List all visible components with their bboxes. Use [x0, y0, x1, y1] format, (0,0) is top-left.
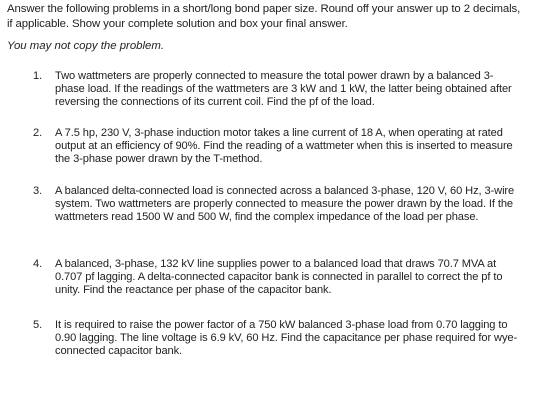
problem-text: It is required to raise the power factor of a 750 kW balanced 3-phase load from 0.70 lagging to 0.90 lagging. The line voltage is 6.9 kV, 60 Hz. Find the capacitance per phase required for wye-connected capacitor bank.	[55, 319, 518, 358]
instructions-text: Answer the following problems in a short/long bond paper size. Round off your answer up to 2 decimals, if applicable. Show your complete solution and box your final answer.	[7, 3, 521, 30]
problem-item	[33, 127, 523, 167]
problem-number: 1.	[33, 70, 43, 82]
problem-text: Two wattmeters are properly connected to measure the total power drawn by a balanced 3-phase load. If the readings of the wattmeters are 3 kW and 1 kW, the latter being obtained after reversing the connections of its current coil. Find the pf of the load.	[55, 70, 512, 109]
problem-text: A balanced delta-connected load is connected across a balanced 3-phase, 120 V, 60 Hz, 3-wire system. Two wattmeters are properly connected to measure the power drawn by the load. If the wattmeters read 1500 W and 500 W, find the complex impedance of the load per phase.	[55, 185, 515, 224]
problem-item	[33, 70, 523, 110]
problem-item	[33, 258, 523, 298]
no-copy-note: You may not copy the problem.	[7, 40, 165, 52]
problem-number: 5.	[33, 319, 43, 331]
problem-number: 2.	[33, 127, 43, 139]
problem-text: A balanced, 3-phase, 132 kV line supplies power to a balanced load that draws 70.7 MVA at 0.707 pf lagging. A delta-connected capacitor bank is connected in parallel to correct the pf to unity. Find the reactance per phase of the capacitor bank.	[55, 258, 503, 297]
problem-number: 3.	[33, 185, 43, 197]
problem-number: 4.	[33, 258, 43, 270]
problem-text: A 7.5 hp, 230 V, 3-phase induction motor takes a line current of 18 A, when operating at rated output at an efficiency of 90%. Find the reading of a wattmeter when this is inserted to measure the 3-phase power drawn by the T-method.	[55, 127, 513, 166]
problem-item	[33, 319, 523, 359]
problem-item	[33, 185, 523, 225]
